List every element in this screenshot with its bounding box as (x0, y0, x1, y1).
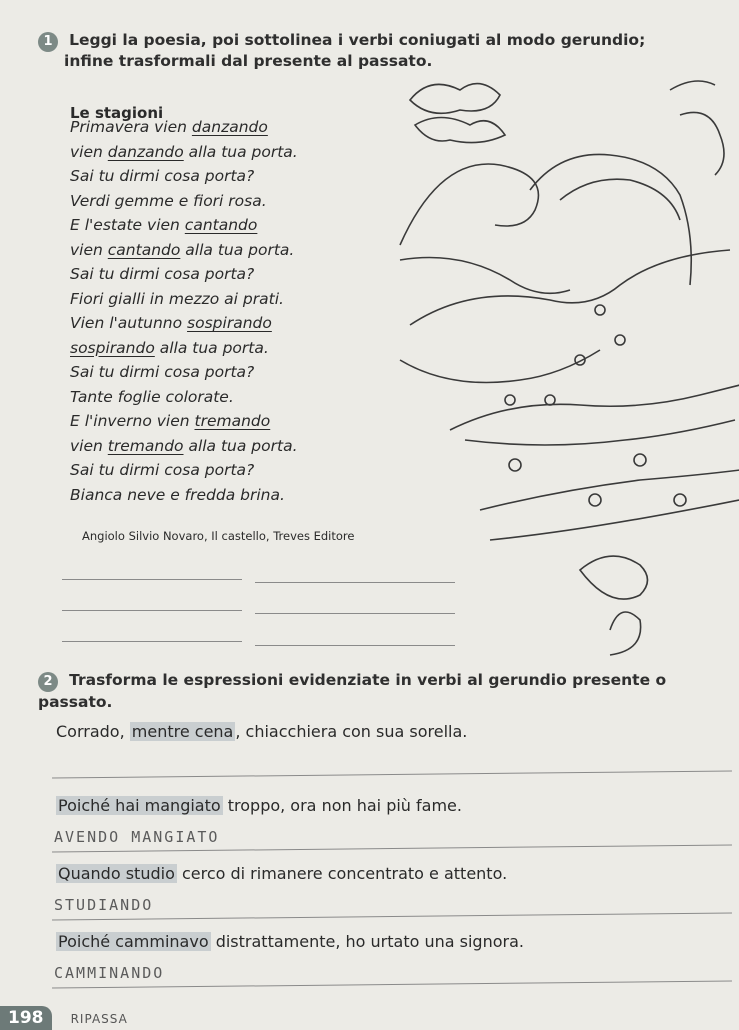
poem-line (70, 486, 285, 504)
exercise-2-sentence (56, 796, 462, 815)
poem-line-text: E l'inverno vien (70, 412, 195, 430)
poem-line (70, 143, 298, 161)
poem-line-text: Sai tu dirmi cosa porta? (70, 167, 255, 185)
poem-line-text: vien (70, 240, 108, 259)
sentence-text: , chiacchiera con sua sorella. (235, 722, 468, 741)
underlined-gerund: sospirando (187, 314, 272, 332)
poem-line-text: Tante foglie colorate. (70, 387, 234, 406)
highlighted-expression: Poiché hai mangiato (58, 796, 221, 815)
sentence-text: distrattamente, ho urtato una signora. (210, 932, 524, 951)
page-footer (0, 1008, 128, 1028)
exercise-2-instruction: Trasforma le espressioni evidenziate in verbi al gerundio presente o passato. (38, 671, 667, 711)
exercise-2-sentence (56, 722, 467, 741)
handwritten-answer: AVENDO MANGIATO (54, 828, 220, 846)
exercise-1-number: 1 (38, 32, 58, 52)
poem-line (70, 216, 257, 234)
answer-line[interactable] (62, 610, 242, 611)
poem-line-text: alla tua porta. (180, 240, 295, 259)
poem-line-text: vien (70, 436, 108, 455)
sentence-text: cerco di rimanere concentrato e attento. (176, 864, 508, 883)
underlined-gerund: tremando (107, 436, 184, 455)
answer-line[interactable] (52, 912, 732, 920)
poem-line-text: vien (70, 142, 108, 161)
answer-line[interactable] (62, 579, 242, 580)
highlighted-expression: Quando studio (58, 864, 175, 883)
handwritten-answer: STUDIANDO (54, 896, 154, 914)
poem-line (70, 118, 268, 136)
poem-line (70, 437, 298, 455)
answer-line[interactable] (52, 770, 732, 778)
poem-line-text: Primavera vien (70, 118, 192, 136)
underlined-gerund: cantando (184, 216, 258, 234)
poem-line-text: Sai tu dirmi cosa porta? (70, 363, 255, 381)
poem-title: Le stagioni (70, 104, 164, 122)
exercise-2-sentence (56, 864, 507, 883)
poem-line (70, 192, 267, 210)
poem-line-text: alla tua porta. (183, 142, 298, 161)
underlined-gerund: cantando (107, 240, 181, 259)
exercise-2-number: 2 (38, 672, 58, 692)
poem-line-text: Sai tu dirmi cosa porta? (70, 461, 255, 479)
underlined-gerund: sospirando (70, 338, 155, 357)
sentence-text: troppo, ora non hai più fame. (222, 796, 462, 815)
poem-line-text: alla tua porta. (183, 436, 298, 455)
exercise-1-instruction-line1: Leggi la poesia, poi sottolinea i verbi coniugati al modo gerundio; (69, 31, 646, 49)
exercise-2-header (38, 670, 739, 711)
poem-line (70, 241, 294, 259)
underlined-gerund: danzando (107, 142, 184, 161)
poem-line (70, 412, 270, 430)
poem-line-text: E l'estate vien (70, 216, 185, 234)
seasons-illustration (380, 70, 739, 670)
poem-line (70, 388, 234, 406)
handwritten-answer: CAMMINANDO (54, 964, 165, 982)
page-number: 198 (0, 1006, 52, 1030)
poem-line-text: alla tua porta. (154, 338, 269, 357)
poem-line (70, 167, 254, 185)
poem-line (70, 363, 254, 381)
underlined-gerund: danzando (191, 118, 268, 136)
exercise-2-sentence (56, 932, 524, 951)
poem-line (70, 314, 272, 332)
sentence-text: Corrado, (56, 722, 130, 741)
poem-line-text: Fiori gialli in mezzo ai prati. (70, 289, 284, 308)
answer-line[interactable] (62, 641, 242, 642)
exercise-1-instruction-line2: infine trasformali dal presente al passato. (64, 52, 433, 70)
footer-section: RIPASSA (70, 1012, 128, 1026)
highlighted-expression: mentre cena (131, 722, 234, 741)
poem-line (70, 290, 284, 308)
poem-line-text: Vien l'autunno (70, 314, 188, 332)
poem-line (70, 461, 254, 479)
exercise-1-header (38, 30, 645, 52)
poem-line-text: Verdi gemme e fiori rosa. (70, 191, 267, 210)
underlined-gerund: tremando (194, 412, 271, 430)
poem-line (70, 339, 269, 357)
poem-line (70, 265, 254, 283)
poem-credit: Angiolo Silvio Novaro, Il castello, Treves Editore (82, 529, 355, 543)
highlighted-expression: Poiché camminavo (58, 932, 209, 951)
poem-line-text: Bianca neve e fredda brina. (70, 485, 285, 504)
poem-line-text: Sai tu dirmi cosa porta? (70, 265, 255, 283)
